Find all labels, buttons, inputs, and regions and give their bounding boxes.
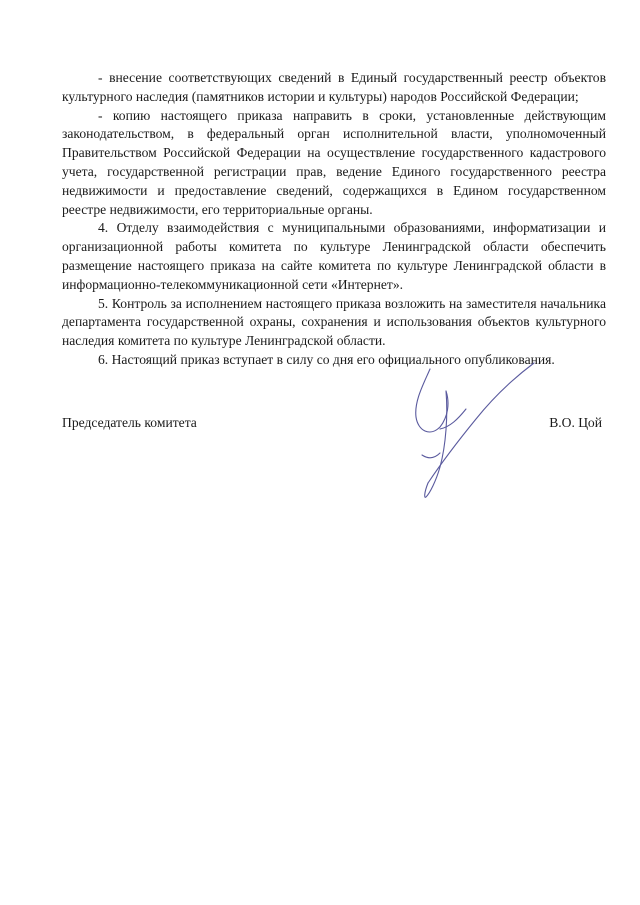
paragraph-copy-order: - копию настоящего приказа направить в сроки, установленные действующим законодательством, в федеральный орган исполнительной власти, уполномоченный Правительством Российской Федерации на осуществление государственного кадастрового учета, государственной регистрации прав, ведение Единого государственного реестра недвижимости и предоставление сведений, содержащихся в Едином государственном реестре недвижимости, его территориальные органы. (62, 107, 606, 217)
paragraph-item-5: 5. Контроль за исполнением настоящего приказа возложить на заместителя начальника департамента государственной охраны, сохранения и использования объектов культурного наследия комитета по культуре Ленинградской области. (62, 295, 606, 349)
signatory-title: Председатель комитета (62, 415, 197, 430)
signatory-name: В.О. Цой (549, 415, 602, 430)
paragraph-registry-entry: - внесение соответствующих сведений в Единый государственный реестр объектов культурного наследия (памятников истории и культуры) народов Российской Федерации; (62, 70, 606, 104)
paragraph-item-6: 6. Настоящий приказ вступает в силу со дня его официального опубликования. (98, 351, 555, 367)
handwritten-signature (400, 355, 540, 505)
paragraph-item-4: 4. Отделу взаимодействия с муниципальными образованиями, информатизации и организационной работы комитета по культуре Ленинградской области обеспечить размещение настоящего приказа на сайте комитета по культуре Ленинградской области в информационно-телекоммуникационной сети «Интернет». (62, 220, 606, 292)
document-body (62, 69, 606, 370)
